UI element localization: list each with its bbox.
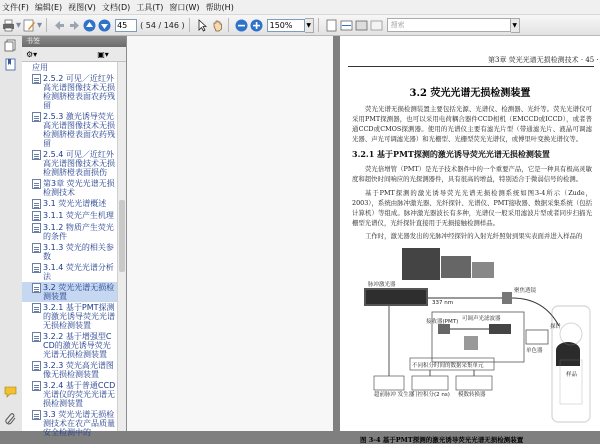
page-icon — [32, 381, 41, 391]
sample-label: 样品 — [566, 372, 578, 378]
read-mode-button[interactable] — [355, 17, 368, 33]
header-rule — [348, 66, 594, 67]
toolbar-divider — [318, 18, 319, 32]
bookmark-item[interactable]: 3.3 荧光光谱无损检测技术在农产品质量安全检测中的 — [22, 409, 118, 438]
pages-icon[interactable] — [4, 39, 17, 52]
page-icon — [32, 283, 41, 293]
back-arrow-icon — [53, 19, 66, 32]
paragraph: 基于PMT探测的激光诱导荧光光谱无损检测系统如图3-4所示（Zude，2003），系统由脉冲激光器、光纤探针、光谱仪、PMT接收器、数据采集系统（包括计算机）等组成。脉冲激光器波长有多种，光谱仪一般采用滤波片型或者同步扫描光栅型光谱仪，光纤探针直接用于无损接触检测样品。 — [352, 189, 592, 227]
document-view[interactable] — [127, 36, 600, 444]
hand-tool-button[interactable] — [211, 17, 224, 33]
options-gear-icon[interactable]: ⚙▾ — [26, 49, 38, 59]
lens-label: 聚焦透镜 — [514, 288, 537, 294]
page-icon — [32, 410, 41, 420]
bookmark-list — [22, 62, 118, 437]
menu-view[interactable]: 视图(V) — [68, 2, 96, 12]
down-arrow-icon — [98, 19, 111, 32]
page-icon — [32, 179, 41, 189]
page-number-input[interactable]: 45 — [115, 19, 137, 32]
bookmarks-panel-header: 书签 — [22, 36, 126, 47]
fit-width-icon — [340, 19, 353, 32]
read-mode-icon — [355, 19, 368, 32]
scrollbar-thumb[interactable] — [119, 200, 125, 272]
comments-icon[interactable] — [4, 385, 17, 398]
attachments-icon[interactable] — [4, 412, 17, 425]
bookmark-item[interactable]: 2.5.2 可见／近红外高光谱图像技术无损检测脐橙表面农药残留 — [22, 73, 118, 111]
edit-tool-button[interactable] — [23, 17, 42, 33]
pencil-page-icon — [23, 19, 36, 32]
menu-bar — [0, 0, 600, 15]
print-button[interactable] — [2, 17, 21, 33]
page-icon — [32, 150, 41, 160]
chevron-down-icon[interactable]: ▼ — [511, 18, 520, 33]
watermark-seal-icon — [550, 304, 592, 424]
menu-document[interactable]: 文档(D) — [101, 2, 131, 12]
trigger-label: 超前脉冲 发生器 — [374, 392, 415, 398]
previous-page-sheet — [127, 36, 333, 431]
up-arrow-icon — [83, 19, 96, 32]
bookmark-item[interactable]: 3.2.4 基于普通CCD光谱仪的荧光光谱无损检测装置 — [22, 380, 118, 409]
figure-caption: 图 3-4 基于PMT探测的激光诱导荧光光谱无损检测装置 — [360, 436, 524, 444]
probe-label: 探针 — [550, 324, 562, 330]
forward-arrow-icon — [68, 19, 81, 32]
bookmark-item[interactable]: 2.5.4 可见／近红外高光谱图像技术无损检测脐橙表面损伤 — [22, 149, 118, 178]
chevron-down-icon[interactable]: ▾ — [37, 19, 43, 31]
bookmark-item[interactable]: 3.1.4 荧光光谱分析法 — [22, 262, 118, 282]
zoom-out-button[interactable] — [235, 17, 248, 33]
hand-icon — [211, 19, 224, 32]
pmt-label: 接收器(PMT) — [426, 319, 459, 325]
menu-edit[interactable]: 编辑(E) — [34, 2, 63, 12]
bookmark-item-selected[interactable]: 3.2 荧光光谱无损检测装置 — [22, 282, 118, 302]
page-sheet — [340, 36, 600, 444]
page-count: ( 54 / 146 ) — [140, 20, 185, 30]
expand-bookmark-icon[interactable]: ▣▾ — [97, 49, 109, 59]
fit-page-icon — [325, 19, 338, 32]
bookmark-item[interactable]: 应用 — [32, 63, 48, 72]
cursor-icon — [196, 19, 209, 32]
bookmark-item[interactable]: 2.5.3 激光诱导荧光高光谱图像技术无损检测脐橙表面农药残留 — [22, 111, 118, 149]
search-input[interactable]: 搜索 — [387, 18, 511, 32]
find-button[interactable] — [370, 17, 383, 33]
zoom-out-icon — [235, 19, 248, 32]
page-icon — [32, 243, 41, 253]
bookmarks-toolbar — [22, 47, 126, 62]
bookmark-item[interactable]: 3.1 荧光光谱概述 — [22, 198, 118, 210]
page-icon — [32, 211, 41, 221]
find-icon — [370, 19, 383, 32]
back-button[interactable] — [53, 17, 66, 33]
page-icon — [32, 199, 41, 209]
bookmark-item[interactable]: 第3章 荧光光谱无损检测技术 — [22, 178, 118, 198]
page-icon — [32, 332, 41, 342]
gate-label: 门控积分(2 ns) — [412, 392, 450, 398]
menu-tools[interactable]: 工具(T) — [136, 2, 164, 12]
bookmarks-scrollbar[interactable] — [117, 62, 126, 431]
paragraph: 荧光倍增管（PMT）是光子技术器件中的一个重要产品，它是一种具有极高灵敏度和超快时间响应的光探测器件，具有很高的增益，特别适合于微弱信号的检测。 — [352, 165, 592, 183]
zoom-in-icon — [250, 19, 263, 32]
laser-label: 脉冲激光器 — [368, 282, 396, 288]
bookmark-item[interactable]: 3.2.1 基于PMT探测的激光诱导荧光光谱无损检测装置 — [22, 302, 118, 331]
menu-window[interactable]: 窗口(W) — [169, 2, 200, 12]
bookmark-item[interactable]: 3.2.2 基于增强型CCD的激光诱导荧光光谱无损检测装置 — [22, 331, 118, 360]
bookmark-item[interactable]: 3.1.3 荧光的相关参数 — [22, 242, 118, 262]
zoom-in-button[interactable] — [250, 17, 263, 33]
page-icon — [32, 112, 41, 122]
toolbar-divider — [46, 18, 47, 32]
bookmark-item[interactable]: 3.1.2 物质产生荧光的条件 — [22, 222, 118, 242]
zoom-level-input[interactable]: 150% — [267, 19, 305, 32]
page-icon — [32, 263, 41, 273]
toolbar-divider — [228, 18, 229, 32]
sync-label: 不同积分时间的数据采集单元 — [412, 363, 484, 369]
toolbar-divider — [189, 18, 190, 32]
fit-width-button[interactable] — [340, 17, 353, 33]
fit-page-button[interactable] — [325, 17, 338, 33]
wavelength-label: 337 nm — [432, 300, 454, 306]
paragraph: 工作时，激光器发出的光脉冲经探针的入射光纤照射到果实表面并进入样品的 — [365, 232, 583, 240]
section-title: 3.2 荧光光谱无损检测装置 — [409, 88, 531, 99]
toolbar — [0, 15, 600, 36]
menu-file[interactable]: 文件(F) — [2, 2, 29, 12]
chevron-down-icon[interactable]: ▾ — [16, 19, 22, 31]
page-icon — [32, 223, 41, 233]
page-icon — [32, 74, 41, 84]
chevron-down-icon[interactable]: ▼ — [305, 18, 314, 33]
filter-label: 可调声光滤波器 — [462, 316, 501, 322]
bookmarks-icon[interactable] — [4, 58, 17, 71]
page-icon — [32, 361, 41, 371]
next-page-button[interactable] — [98, 17, 111, 33]
page-icon — [32, 303, 41, 313]
running-header: 第3章 荧光光谱无损检测技术 · 45 · — [488, 56, 599, 64]
paragraph: 荧光光谱无损检测装置主要包括光源、光谱仪、检测器、光纤等。荧光光谱仪可采用PMT探测器，也可以采用电荷耦合器件CCD相机（EMCCD或ICCD），或者普通CCD或CMOS探测器。使用的光谱仪主要有滤光片型（带通滤光片、液晶可调滤光器、声光可调滤光器）和光栅型、光栅型荧光光谱仪，或傅里叶变换光谱仪等。 — [352, 105, 592, 143]
menu-help[interactable]: 帮助(H) — [205, 2, 234, 12]
select-tool-button[interactable] — [196, 17, 209, 33]
printer-icon — [2, 19, 15, 32]
navigation-rail — [0, 36, 23, 431]
monochromator-label: 单色器 — [526, 348, 543, 354]
forward-button[interactable] — [68, 17, 81, 33]
previous-page-button[interactable] — [83, 17, 96, 33]
subsection-title: 3.2.1 基于PMT探测的激光诱导荧光光谱无损检测装置 — [352, 149, 550, 159]
bookmarks-panel — [22, 36, 127, 437]
bookmark-item[interactable]: 3.2.3 荧光高光谱图像无损检测装置 — [22, 360, 118, 380]
bookmark-item[interactable]: 3.1.1 荧光产生机理 — [22, 210, 118, 222]
adc-label: 模数转换器 — [458, 392, 486, 398]
